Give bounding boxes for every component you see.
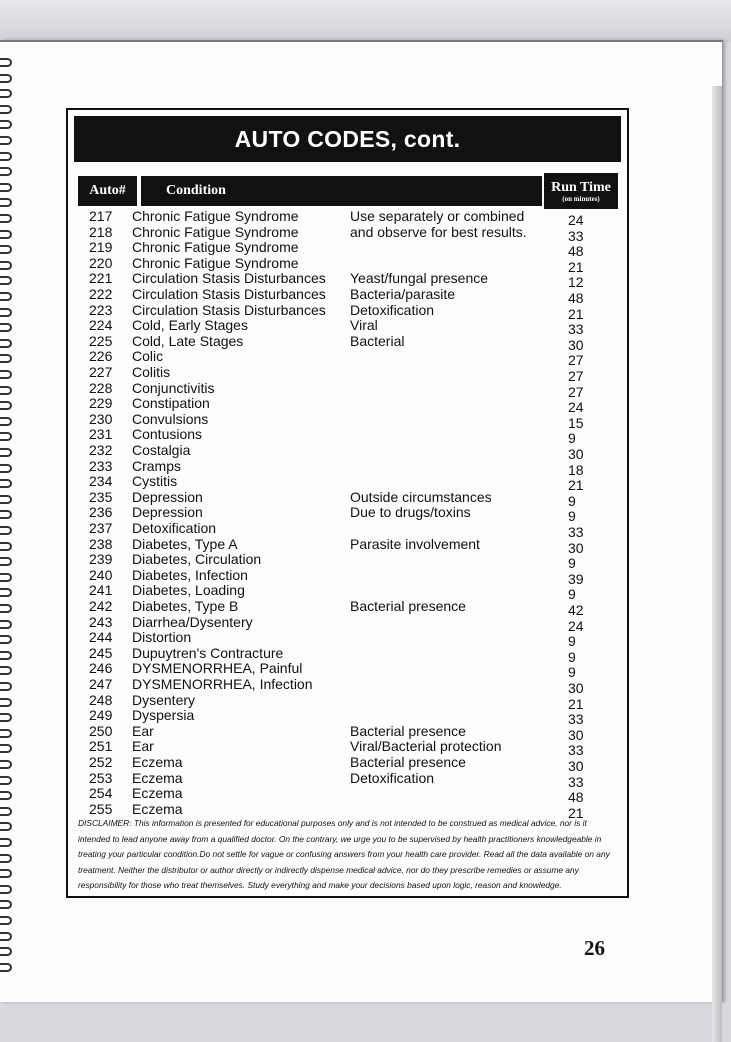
table-row — [68, 457, 627, 478]
spiral-coil — [0, 58, 12, 67]
auto-number: 234 — [89, 473, 113, 490]
condition: Detoxification — [132, 520, 217, 536]
spiral-coil — [0, 963, 12, 972]
spiral-coil — [0, 308, 12, 317]
spiral-coil — [0, 401, 12, 410]
spiral-coil — [0, 495, 12, 504]
auto-number: 244 — [89, 629, 113, 646]
run-time: 9 — [568, 508, 576, 525]
run-time: 24 — [568, 399, 584, 416]
table-row — [68, 566, 627, 587]
spiral-coil — [0, 744, 12, 753]
condition: Dyspersia — [132, 707, 195, 724]
table-row — [68, 676, 627, 696]
background-top — [0, 0, 731, 42]
condition: Dysentery — [132, 691, 196, 708]
auto-number: 225 — [89, 332, 113, 349]
condition: Convulsions — [132, 410, 209, 427]
disclaimer: DISCLAIMER: This information is presented for educational purposes only and is not intended to be construed as medical advice, nor is it intended to lead anyone away from a qualified doctor. On the contrary, we urge you to be supervised by health practitioners knowledgeable in treating your particular condition.Do not settle for vague or confusing answers from your health care provider. Read all the data available on any treatment. Neither the distributor or author directly or indirectly dispense medical advice, nor do they prescribe remedies or assume any responsibility for those who treat themselves. Study everything and make your decisions based upon logic, reason and knowledge. — [78, 818, 610, 891]
spiral-coil — [0, 386, 12, 395]
auto-codes-table-frame — [66, 108, 629, 898]
run-time: 21 — [568, 695, 584, 712]
spiral-binding — [0, 58, 14, 998]
run-time: 24 — [568, 212, 584, 228]
note: and observe for best results. — [350, 223, 527, 240]
header-auto: Auto# — [78, 176, 137, 206]
run-time: 27 — [568, 368, 584, 384]
note: Bacterial presence — [350, 722, 466, 739]
run-time: 18 — [568, 461, 584, 478]
auto-number: 246 — [89, 660, 113, 677]
run-time: 9 — [568, 555, 576, 572]
spiral-coil — [0, 432, 12, 441]
auto-number: 221 — [89, 270, 113, 287]
run-time: 27 — [568, 352, 584, 369]
auto-number: 224 — [89, 317, 113, 334]
table-row — [68, 223, 627, 244]
spiral-coil — [0, 198, 12, 207]
condition: Circulation Stasis Disturbances — [132, 286, 326, 302]
auto-number: 238 — [89, 535, 113, 552]
spiral-coil — [0, 776, 12, 785]
condition: Ear — [132, 738, 154, 755]
note: Bacterial — [350, 332, 405, 349]
spiral-coil — [0, 916, 12, 925]
auto-number: 223 — [89, 301, 113, 318]
spiral-coil — [0, 261, 12, 270]
run-time: 30 — [568, 680, 584, 696]
spiral-coil — [0, 557, 12, 566]
condition: Diabetes, Infection — [132, 566, 248, 583]
auto-number: 233 — [89, 457, 113, 474]
table-row — [68, 208, 627, 228]
table-row — [68, 722, 627, 743]
auto-number: 220 — [89, 254, 113, 271]
table-row — [68, 598, 627, 618]
auto-number: 217 — [89, 208, 113, 224]
condition: Chronic Fatigue Syndrome — [132, 208, 299, 224]
spiral-coil — [0, 370, 12, 379]
auto-number: 222 — [89, 286, 113, 302]
spiral-coil — [0, 292, 12, 301]
table-row — [68, 239, 627, 260]
run-time: 33 — [568, 773, 584, 790]
spiral-coil — [0, 698, 12, 707]
auto-number: 255 — [89, 800, 113, 817]
auto-number: 243 — [89, 613, 113, 630]
auto-number: 218 — [89, 223, 113, 240]
condition: Conjunctivitis — [132, 379, 215, 396]
spiral-coil — [0, 869, 12, 878]
condition: Chronic Fatigue Syndrome — [132, 239, 299, 256]
auto-number: 250 — [89, 722, 113, 739]
spiral-coil — [0, 136, 12, 145]
auto-number: 236 — [89, 504, 113, 521]
run-time: 42 — [568, 602, 584, 618]
spiral-coil — [0, 183, 12, 192]
spiral-coil — [0, 573, 12, 582]
table-row — [68, 707, 627, 728]
auto-number: 239 — [89, 551, 113, 568]
run-time: 30 — [568, 336, 584, 353]
condition: Diabetes, Type B — [132, 598, 239, 614]
table-row — [68, 254, 627, 275]
auto-number: 248 — [89, 691, 113, 708]
run-time: 39 — [568, 570, 584, 587]
table-row — [68, 785, 627, 806]
note: Parasite involvement — [350, 535, 480, 552]
table-row — [68, 488, 627, 509]
spiral-coil — [0, 417, 12, 426]
header-run-time-unit: (on minutes) — [562, 195, 600, 203]
spiral-coil — [0, 323, 12, 332]
auto-number: 242 — [89, 598, 113, 614]
table-row — [68, 301, 627, 322]
table-row — [68, 535, 627, 556]
run-time: 33 — [568, 742, 584, 759]
condition: Diarrhea/Dysentery — [132, 613, 253, 630]
auto-number: 227 — [89, 364, 113, 380]
run-time: 30 — [568, 539, 584, 556]
run-time: 9 — [568, 664, 576, 681]
table-row — [68, 504, 627, 525]
spiral-coil — [0, 354, 12, 363]
spiral-coil — [0, 729, 12, 738]
condition: Eczema — [132, 800, 183, 817]
note: Outside circumstances — [350, 488, 492, 505]
table-row — [68, 769, 627, 790]
run-time: 15 — [568, 414, 584, 431]
page-number: 26 — [584, 936, 605, 960]
condition: Colitis — [132, 364, 171, 380]
table-row — [68, 754, 627, 774]
run-time: 9 — [568, 648, 576, 665]
condition: Circulation Stasis Disturbances — [132, 301, 326, 318]
header-run-time-label: Run Time — [551, 180, 611, 195]
run-time: 21 — [568, 305, 584, 322]
spiral-coil — [0, 760, 12, 769]
spiral-coil — [0, 105, 12, 114]
table-row — [68, 800, 627, 821]
condition: Ear — [132, 722, 154, 739]
spiral-coil — [0, 74, 12, 83]
spiral-coil — [0, 947, 12, 956]
run-time: 9 — [568, 586, 576, 603]
run-time: 33 — [568, 321, 584, 338]
note: Bacterial presence — [350, 754, 466, 770]
spiral-coil — [0, 635, 12, 644]
auto-number: 228 — [89, 379, 113, 396]
condition: Colic — [132, 348, 164, 365]
note: Detoxification — [350, 769, 435, 786]
auto-number: 226 — [89, 348, 113, 365]
run-time: 21 — [568, 477, 584, 494]
run-time: 9 — [568, 430, 576, 447]
note: Viral/Bacterial protection — [350, 738, 502, 755]
condition: Costalgia — [132, 442, 191, 458]
spiral-coil — [0, 152, 12, 161]
spiral-coil — [0, 620, 12, 629]
spiral-coil — [0, 588, 12, 597]
run-time: 48 — [568, 290, 584, 306]
auto-number: 231 — [89, 426, 113, 443]
table-row — [68, 286, 627, 306]
spiral-coil — [0, 479, 12, 488]
condition: Circulation Stasis Disturbances — [132, 270, 326, 287]
table-row — [68, 629, 627, 650]
table-row — [68, 691, 627, 712]
table-row — [68, 520, 627, 540]
auto-number: 251 — [89, 738, 113, 755]
spiral-coil — [0, 713, 12, 722]
spiral-coil — [0, 339, 12, 348]
auto-number: 252 — [89, 754, 113, 770]
spiral-coil — [0, 167, 12, 176]
condition: Depression — [132, 504, 203, 521]
spiral-coil — [0, 932, 12, 941]
condition: Eczema — [132, 754, 183, 770]
run-time: 30 — [568, 726, 584, 743]
auto-number: 237 — [89, 520, 113, 536]
auto-number: 229 — [89, 395, 113, 412]
condition: Diabetes, Loading — [132, 582, 245, 599]
note: Bacterial presence — [350, 598, 466, 614]
run-time: 48 — [568, 789, 584, 806]
run-time: 30 — [568, 446, 584, 462]
table-row — [68, 426, 627, 447]
table-row — [68, 613, 627, 634]
table-row — [68, 395, 627, 416]
table-row — [68, 348, 627, 369]
spiral-coil — [0, 120, 12, 129]
run-time: 12 — [568, 274, 584, 291]
spiral-coil — [0, 885, 12, 894]
condition: DYSMENORRHEA, Painful — [132, 660, 303, 677]
condition: Diabetes, Circulation — [132, 551, 262, 568]
run-time: 21 — [568, 804, 584, 821]
note: Viral — [350, 317, 378, 334]
auto-number: 245 — [89, 644, 113, 661]
auto-number: 254 — [89, 785, 113, 802]
run-time: 27 — [568, 383, 584, 400]
spiral-coil — [0, 464, 12, 473]
table-row — [68, 442, 627, 462]
table-row — [68, 660, 627, 681]
condition: Cold, Early Stages — [132, 317, 248, 334]
auto-number: 232 — [89, 442, 113, 458]
table-row — [68, 317, 627, 338]
auto-number: 240 — [89, 566, 113, 583]
spiral-coil — [0, 276, 12, 285]
condition: Eczema — [132, 785, 183, 802]
condition: Cramps — [132, 457, 182, 474]
condition: Chronic Fatigue Syndrome — [132, 223, 299, 240]
condition: DYSMENORRHEA, Infection — [132, 676, 313, 692]
spiral-coil — [0, 89, 12, 98]
title-bar — [74, 116, 621, 162]
auto-number: 241 — [89, 582, 113, 599]
table-row — [68, 644, 627, 665]
condition: Cold, Late Stages — [132, 332, 244, 349]
table-header — [78, 173, 616, 209]
note: Use separately or combined — [350, 208, 525, 224]
run-time: 48 — [568, 243, 584, 260]
condition: Eczema — [132, 769, 183, 786]
condition: Cystitis — [132, 473, 178, 490]
condition: Diabetes, Type A — [132, 535, 238, 552]
header-condition: Condition — [141, 176, 542, 206]
page-edge — [712, 86, 722, 1042]
condition: Constipation — [132, 395, 210, 412]
spiral-coil — [0, 666, 12, 675]
table-row — [68, 582, 627, 603]
table-row — [68, 332, 627, 353]
auto-number: 247 — [89, 676, 113, 692]
note: Detoxification — [350, 301, 435, 318]
table-row — [68, 379, 627, 400]
condition: Chronic Fatigue Syndrome — [132, 254, 299, 271]
auto-number: 249 — [89, 707, 113, 724]
table-row — [68, 364, 627, 384]
auto-number: 230 — [89, 410, 113, 427]
table-row — [68, 551, 627, 572]
run-time: 9 — [568, 492, 576, 509]
spiral-coil — [0, 807, 12, 816]
condition: Distortion — [132, 629, 192, 646]
header-run-time — [544, 173, 618, 209]
spiral-coil — [0, 854, 12, 863]
spiral-coil — [0, 900, 12, 909]
auto-number: 219 — [89, 239, 113, 256]
note: Yeast/fungal presence — [350, 270, 489, 287]
run-time: 33 — [568, 524, 584, 540]
spiral-coil — [0, 791, 12, 800]
spiral-coil — [0, 542, 12, 551]
note: Due to drugs/toxins — [350, 504, 471, 521]
spiral-coil — [0, 838, 12, 847]
spiral-coil — [0, 245, 12, 254]
table-row — [68, 270, 627, 291]
run-time: 33 — [568, 711, 584, 728]
spiral-coil — [0, 651, 12, 660]
spiral-coil — [0, 214, 12, 223]
spiral-coil — [0, 230, 12, 239]
table-row — [68, 410, 627, 431]
condition: Contusions — [132, 426, 203, 443]
run-time: 9 — [568, 633, 576, 650]
table-row — [68, 473, 627, 494]
spiral-coil — [0, 682, 12, 691]
auto-number: 253 — [89, 769, 113, 786]
spiral-coil — [0, 604, 12, 613]
run-time: 21 — [568, 258, 584, 275]
page-title: AUTO CODES, cont. — [234, 125, 461, 152]
auto-number: 235 — [89, 488, 113, 505]
spiral-coil — [0, 822, 12, 831]
table-row — [68, 738, 627, 759]
condition: Depression — [132, 488, 203, 505]
spiral-coil — [0, 510, 12, 519]
run-time: 30 — [568, 758, 584, 774]
spiral-coil — [0, 448, 12, 457]
note: Bacteria/parasite — [350, 286, 456, 302]
condition: Dupuytren's Contracture — [132, 644, 284, 661]
spiral-coil — [0, 526, 12, 535]
run-time: 33 — [568, 227, 584, 244]
run-time: 24 — [568, 617, 584, 634]
